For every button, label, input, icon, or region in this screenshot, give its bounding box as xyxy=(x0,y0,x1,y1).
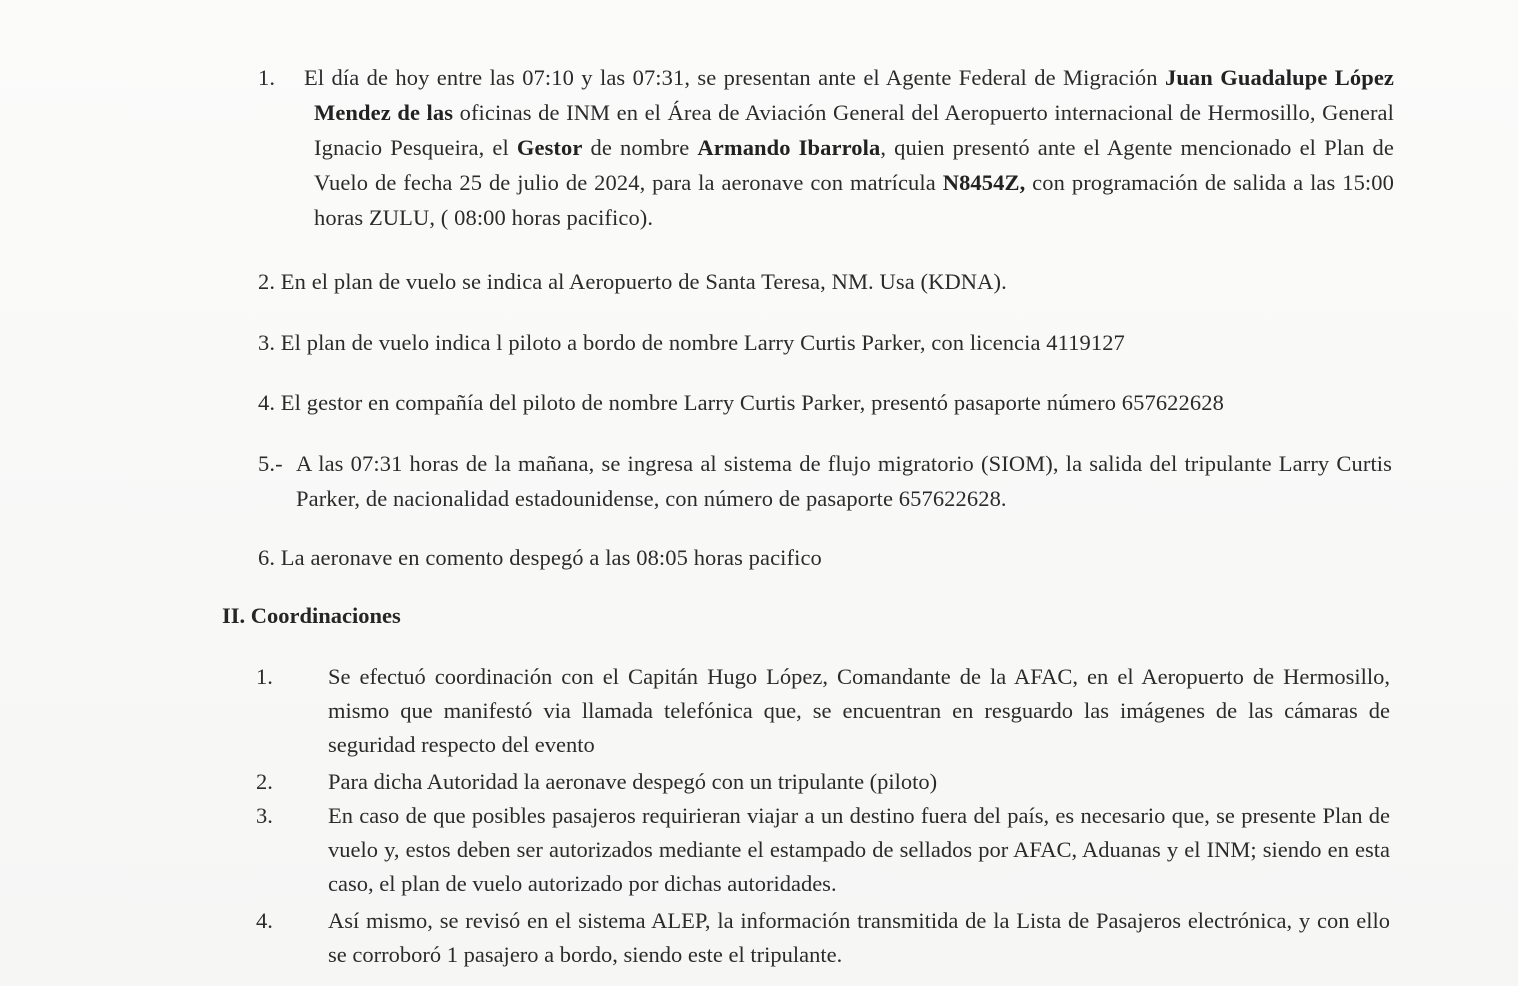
list-item-3 xyxy=(258,325,1396,365)
list-item-body: Así mismo, se revisó en el sistema ALEP, la información transmitida de la Lista de Pasajeros electrónica, y con ello se corroboró 1 pasajero a bordo, siendo este el tripulante. xyxy=(328,908,1390,967)
list-item-text: 2. En el plan de vuelo se indica al Aeropuerto de Santa Teresa, NM. Usa (KDNA). xyxy=(258,269,1007,294)
list-item-6 xyxy=(258,540,1396,580)
section-heading: II. Coordinaciones xyxy=(222,603,401,628)
list-item-number: 3. xyxy=(256,803,273,828)
list-item-4 xyxy=(258,385,1396,425)
list-item-text: 4. El gestor en compañía del piloto de nombre Larry Curtis Parker, presentó pasaporte número 657622628 xyxy=(258,390,1224,415)
list-item-1 xyxy=(258,60,1396,240)
coordination-item-1 xyxy=(256,660,1396,764)
bold-run-registration: N8454Z, xyxy=(942,170,1026,195)
text-run: oficinas de INM en el Área de Aviación General del Aeropuerto internacional de Hermosillo, General Ignacio Pesqueira, el xyxy=(314,100,1394,160)
list-item-number: 4. xyxy=(256,908,273,933)
coordination-item-3 xyxy=(256,799,1396,903)
list-item-number: 1. xyxy=(256,664,273,689)
list-item-2 xyxy=(258,264,1396,304)
list-item-body: Se efectuó coordinación con el Capitán Hugo López, Comandante de la AFAC, en el Aeropuerto de Hermosillo, mismo que manifestó via llamada telefónica que, se encuentran en resguardo las imágenes de las cámaras de seguridad respecto del evento xyxy=(328,664,1390,757)
coordination-item-2 xyxy=(256,765,1396,799)
text-run: El día de hoy entre las 07:10 y las 07:31, se presentan ante el Agente Federal de Migración xyxy=(304,65,1165,90)
list-item-text: 6. La aeronave en comento despegó a las 08:05 horas pacifico xyxy=(258,545,822,570)
list-item-body: En caso de que posibles pasajeros requirieran viajar a un destino fuera del país, es necesario que, se presente Plan de vuelo y, estos deben ser autorizados mediante el estampado de sellados por AFAC, Aduanas y el INM; siendo en esta caso, el plan de vuelo autorizado por dichas autoridades. xyxy=(328,803,1390,896)
list-item-body: A las 07:31 horas de la mañana, se ingresa al sistema de flujo migratorio (SIOM), la salida del tripulante Larry Curtis Parker, de nacionalidad estadounidense, con número de pasaporte 657622628. xyxy=(296,451,1392,511)
list-item-text: 3. El plan de vuelo indica l piloto a bordo de nombre Larry Curtis Parker, con licencia 4119127 xyxy=(258,330,1125,355)
coordination-item-4 xyxy=(256,904,1396,974)
list-item-number: 5.- xyxy=(258,451,283,476)
list-item-body: Para dicha Autoridad la aeronave despegó con un tripulante (piloto) xyxy=(328,769,938,794)
list-item-body xyxy=(304,60,1394,235)
list-item-number: 2. xyxy=(256,769,273,794)
list-item-number: 1. xyxy=(258,65,276,90)
text-run: con programación de salida a las 15:00 horas ZULU, ( 08:00 horas pacifico). xyxy=(314,170,1394,230)
text-run: , quien presentó ante el Agente mencionado el Plan de Vuelo de fecha 25 de julio de 2024, para la aeronave con matrícula xyxy=(314,135,1394,195)
list-item-5 xyxy=(258,446,1396,521)
bold-run-gestor: Gestor xyxy=(516,135,583,160)
bold-run-gestor-name: Armando Ibarrola xyxy=(697,135,881,160)
text-run: de nombre xyxy=(582,135,698,160)
bold-run-agent-name: Juan Guadalupe López Mendez de las xyxy=(314,65,1394,125)
